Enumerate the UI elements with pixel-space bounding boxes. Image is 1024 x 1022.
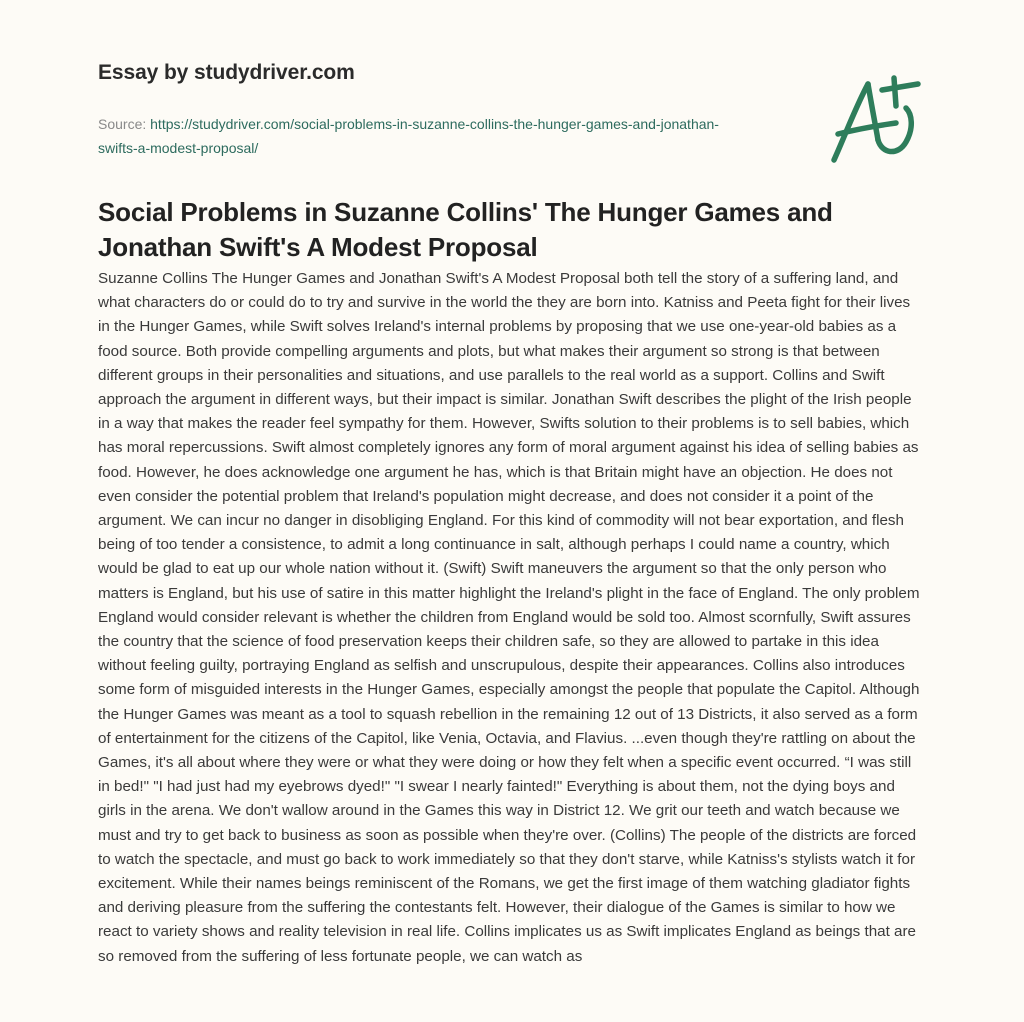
essay-body: Suzanne Collins The Hunger Games and Jonathan Swift's A Modest Proposal both tell the story of a suffering land, and what characters do or could do to try and survive in the world the they are born into. Katniss and Peeta fight for their lives in the Hunger Games, while Swift solves Ireland's internal problems by proposing that we use one-year-old babies as a food source. Both provide compelling arguments and plots, but what makes their argument so strong is that between different groups in their personalities and situations, and use parallels to the real world as a support. Collins and Swift approach the argument in different ways, but their impact is similar. Jonathan Swift describes the plight of the Irish people in a way that makes the reader feel sympathy for them. However, Swifts solution to their problems is to sell babies, which has moral repercussions. Swift almost completely ignores any form of moral argument against his idea of selling babies as food. However, he does acknowledge one argument he has, which is that Britain might have an objection. He does not even consider the potential problem that Ireland's population might decrease, and does not consider it a point of the argument. We can incur no danger in disobliging England. For this kind of commodity will not bear exportation, and flesh being of too tender a consistence, to admit a long continuance in salt, although perhaps I could name a country, which would be glad to eat up our whole nation without it. (Swift) Swift maneuvers the argument so that the only person who matters is England, but his use of satire in this matter highlight the Ireland's plight in the face of England. The only problem England would consider relevant is whether the children from England would be sold too. Almost scornfully, Swift assures the country that the science of food preservation keeps their children safe, so they are allowed to partake in this idea without feeling guilty, portraying England as selfish and unscrupulous, despite their appearances. Collins also introduces some form of misguided interests in the Hunger Games, especially amongst the people that populate the Capitol. Although the Hunger Games was meant as a tool to squash rebellion in the remaining 12 out of 13 Districts, it also served as a form of entertainment for the citizens of the Capitol, like Venia, Octavia, and Flavius. ...even though they're rattling on about the Games, it's all about where they were or what they were doing or how they felt when a specific event occurred. “I was still in bed!" "I had just had my eyebrows dyed!" "I swear I nearly fainted!" Everything is about them, not the dying boys and girls in the arena. We don't wallow around in the Games this way in District 12. We grit our teeth and watch because we must and try to get back to business as soon as possible when they're over. (Collins) The people of the districts are forced to watch the spectacle, and must go back to work immediately so that they don't starve, while Katniss's stylists watch it for excitement. While their names beings reminiscent of the Romans, we get the first image of them watching gladiator fights and deriving pleasure from the suffering the contestants felt. However, their dialogue of the Games is similar to how we react to variety shows and reality television in real life. Collins implicates us as Swift implicates England as beings that are so removed from the suffering of less fortunate people, we can watch as bbox=[98, 270, 920, 965]
site-title: Essay by studydriver.com bbox=[98, 61, 355, 84]
source-label: Source: bbox=[98, 116, 151, 132]
a-plus-grade-icon bbox=[826, 68, 936, 168]
essay-title: Social Problems in Suzanne Collins' The Hunger Games and Jonathan Swift's A Modest Proposal bbox=[98, 197, 833, 262]
source-line bbox=[98, 112, 758, 160]
source-link[interactable]: https://studydriver.com/social-problems-in-suzanne-collins-the-hunger-games-and-jonathan-swifts-a-modest-proposal/ bbox=[98, 116, 719, 156]
